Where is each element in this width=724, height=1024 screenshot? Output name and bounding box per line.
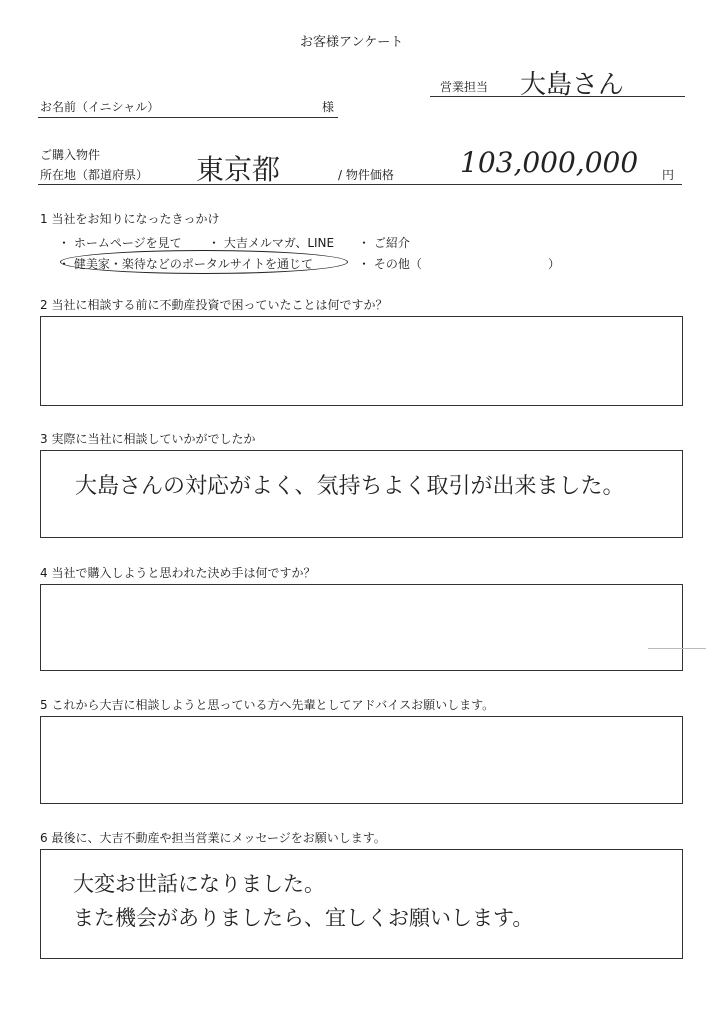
price-label: / 物件価格 (338, 168, 394, 182)
q5-question: 5 これから大吉に相談しようと思っている方へ先輩としてアドバイスお願いします。 (40, 698, 495, 712)
stray-mark (648, 648, 706, 649)
q1-option-portal: ・ 健美家・楽待などのポータルサイトを通じて (58, 257, 313, 271)
sales-rep-value: 大島さん (520, 70, 625, 100)
q2-answer-box[interactable] (40, 316, 683, 406)
sales-rep-underline (430, 96, 685, 97)
q6-answer-box[interactable] (40, 849, 683, 959)
q1-selected-circle (60, 250, 348, 274)
price-value: 103,000,000 (460, 146, 639, 179)
q1-option-other-close: ） (548, 257, 561, 271)
q5-answer-box[interactable] (40, 716, 683, 804)
q6-answer-line-1: 大変お世話になりました。 (73, 872, 325, 896)
q3-answer-text: 大島さんの対応がよく、気持ちよく取引が出来ました。 (75, 474, 625, 499)
name-suffix: 様 (322, 100, 335, 114)
q1-option-mailmag: ・ 大吉メルマガ、LINE (208, 236, 335, 250)
price-unit: 円 (662, 168, 675, 182)
q1-option-referral: ・ ご紹介 (358, 236, 410, 250)
location-value: 東京都 (196, 153, 281, 186)
property-label: ご購入物件 (40, 148, 101, 162)
q1-question: 1 当社をお知りになったきっかけ (40, 212, 220, 226)
q6-question: 6 最後に、大吉不動産や担当営業にメッセージをお願いします。 (40, 831, 386, 845)
page-title: お客様アンケート (300, 35, 404, 50)
q6-answer-line-2: また機会がありましたら、宜しくお願いします。 (73, 906, 534, 930)
q3-question: 3 実際に当社に相談していかがでしたか (40, 432, 256, 446)
property-underline (38, 184, 682, 185)
q2-question: 2 当社に相談する前に不動産投資で困っていたことは何ですか？ (40, 298, 388, 312)
q1-option-homepage: ・ ホームページを見て (58, 236, 182, 250)
q3-answer-box[interactable] (40, 450, 683, 538)
q1-option-other: ・ その他（ (358, 257, 422, 271)
name-underline (38, 117, 338, 118)
q4-answer-box[interactable] (40, 584, 683, 671)
sales-rep-label: 営業担当 (440, 80, 489, 94)
name-label: お名前（イニシャル） (40, 100, 160, 114)
location-label: 所在地（都道府県） (40, 168, 149, 182)
q4-question: 4 当社で購入しようと思われた決め手は何ですか？ (40, 566, 316, 580)
